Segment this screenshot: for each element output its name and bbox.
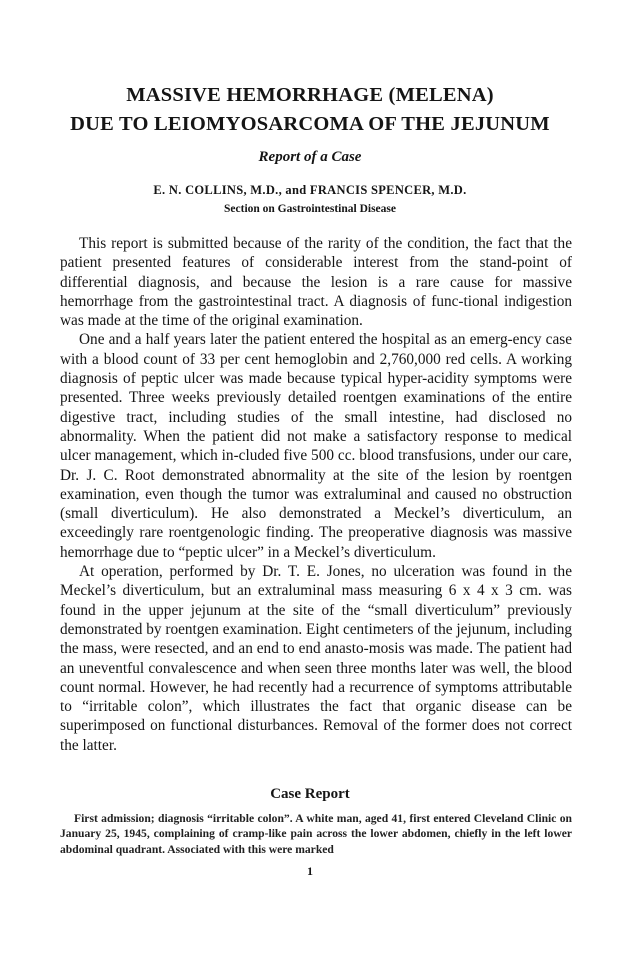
paragraph-1: This report is submitted because of the rarity of the condition, the fact that the patient presented features of considerable interest from the stand-point of differential diagnosis, and because the lesion is a rare cause for massive hemorrhage from the gastrointestinal tract. A diagnosis of func-tional indigestion was made at the time of the original examination. [60,235,572,330]
section-affiliation: Section on Gastrointestinal Disease [224,203,396,215]
paragraph-3: At operation, performed by Dr. T. E. Jones, no ulceration was found in the Meckel’s diverticulum, but an extraluminal mass measuring 6 x 4 x 3 cm. was found in the upper jejunum at the site of the “small diverticulum” previously demonstrated by roentgen examination. Eight centimeters of the jejunum, including the mass, were resected, and an end to end anasto-mosis was made. The patient had an uneventful convalescence and when seen three months later was well, the blood count normal. However, he had recently had a recurrence of symptoms attributable to “irritable colon”, which illustrates the fact that organic disease can be superimposed on functional disturbances. Removal of the former does not correct the latter. [60,563,572,754]
case-report-text [60,811,572,857]
case-report-body: A white man, aged 41, first entered Cleveland Clinic on January 25, 1945, complaining of cramp-like pain across the lower abdomen, chiefly in the left lower abdominal quadrant. Associated with this were marked [60,812,572,856]
page-number: 1 [307,864,313,878]
paragraph-2: One and a half years later the patient entered the hospital as an emerg-ency case with a blood count of 33 per cent hemoglobin and 2,760,000 red cells. A working diagnosis of peptic ulcer was made because typical hyper-acidity symptoms were presented. Three weeks previously detailed roentgen examinations of the entire digestive tract, including studies of the small intestine, had disclosed no abnormality. When the patient did not make a satisfactory response to medical ulcer management, which in-cluded five 500 cc. blood transfusions, under our care, Dr. J. C. Root demonstrated abnormality at the site of the lesion by roentgen examination, even though the tumor was extraluminal and caused no obstruction (small diverticulum). He also demonstrated a Meckel’s diverticulum, an exceedingly rare roentgenologic finding. The preoperative diagnosis was massive hemorrhage due to “peptic ulcer” in a Meckel’s diverticulum. [60,331,572,561]
subtitle: Report of a Case [258,149,362,165]
authors: E. N. COLLINS, M.D., and FRANCIS SPENCER, M.D. [153,183,467,197]
title-line-2: DUE TO LEIOMYOSARCOMA OF THE JEJUNUM [70,113,550,135]
case-report-lead: First admission; diagnosis “irritable colon”. [74,812,293,825]
body-text [60,234,572,755]
title-line-1: MASSIVE HEMORRHAGE (MELENA) [126,84,494,106]
case-report-heading: Case Report [270,786,350,802]
